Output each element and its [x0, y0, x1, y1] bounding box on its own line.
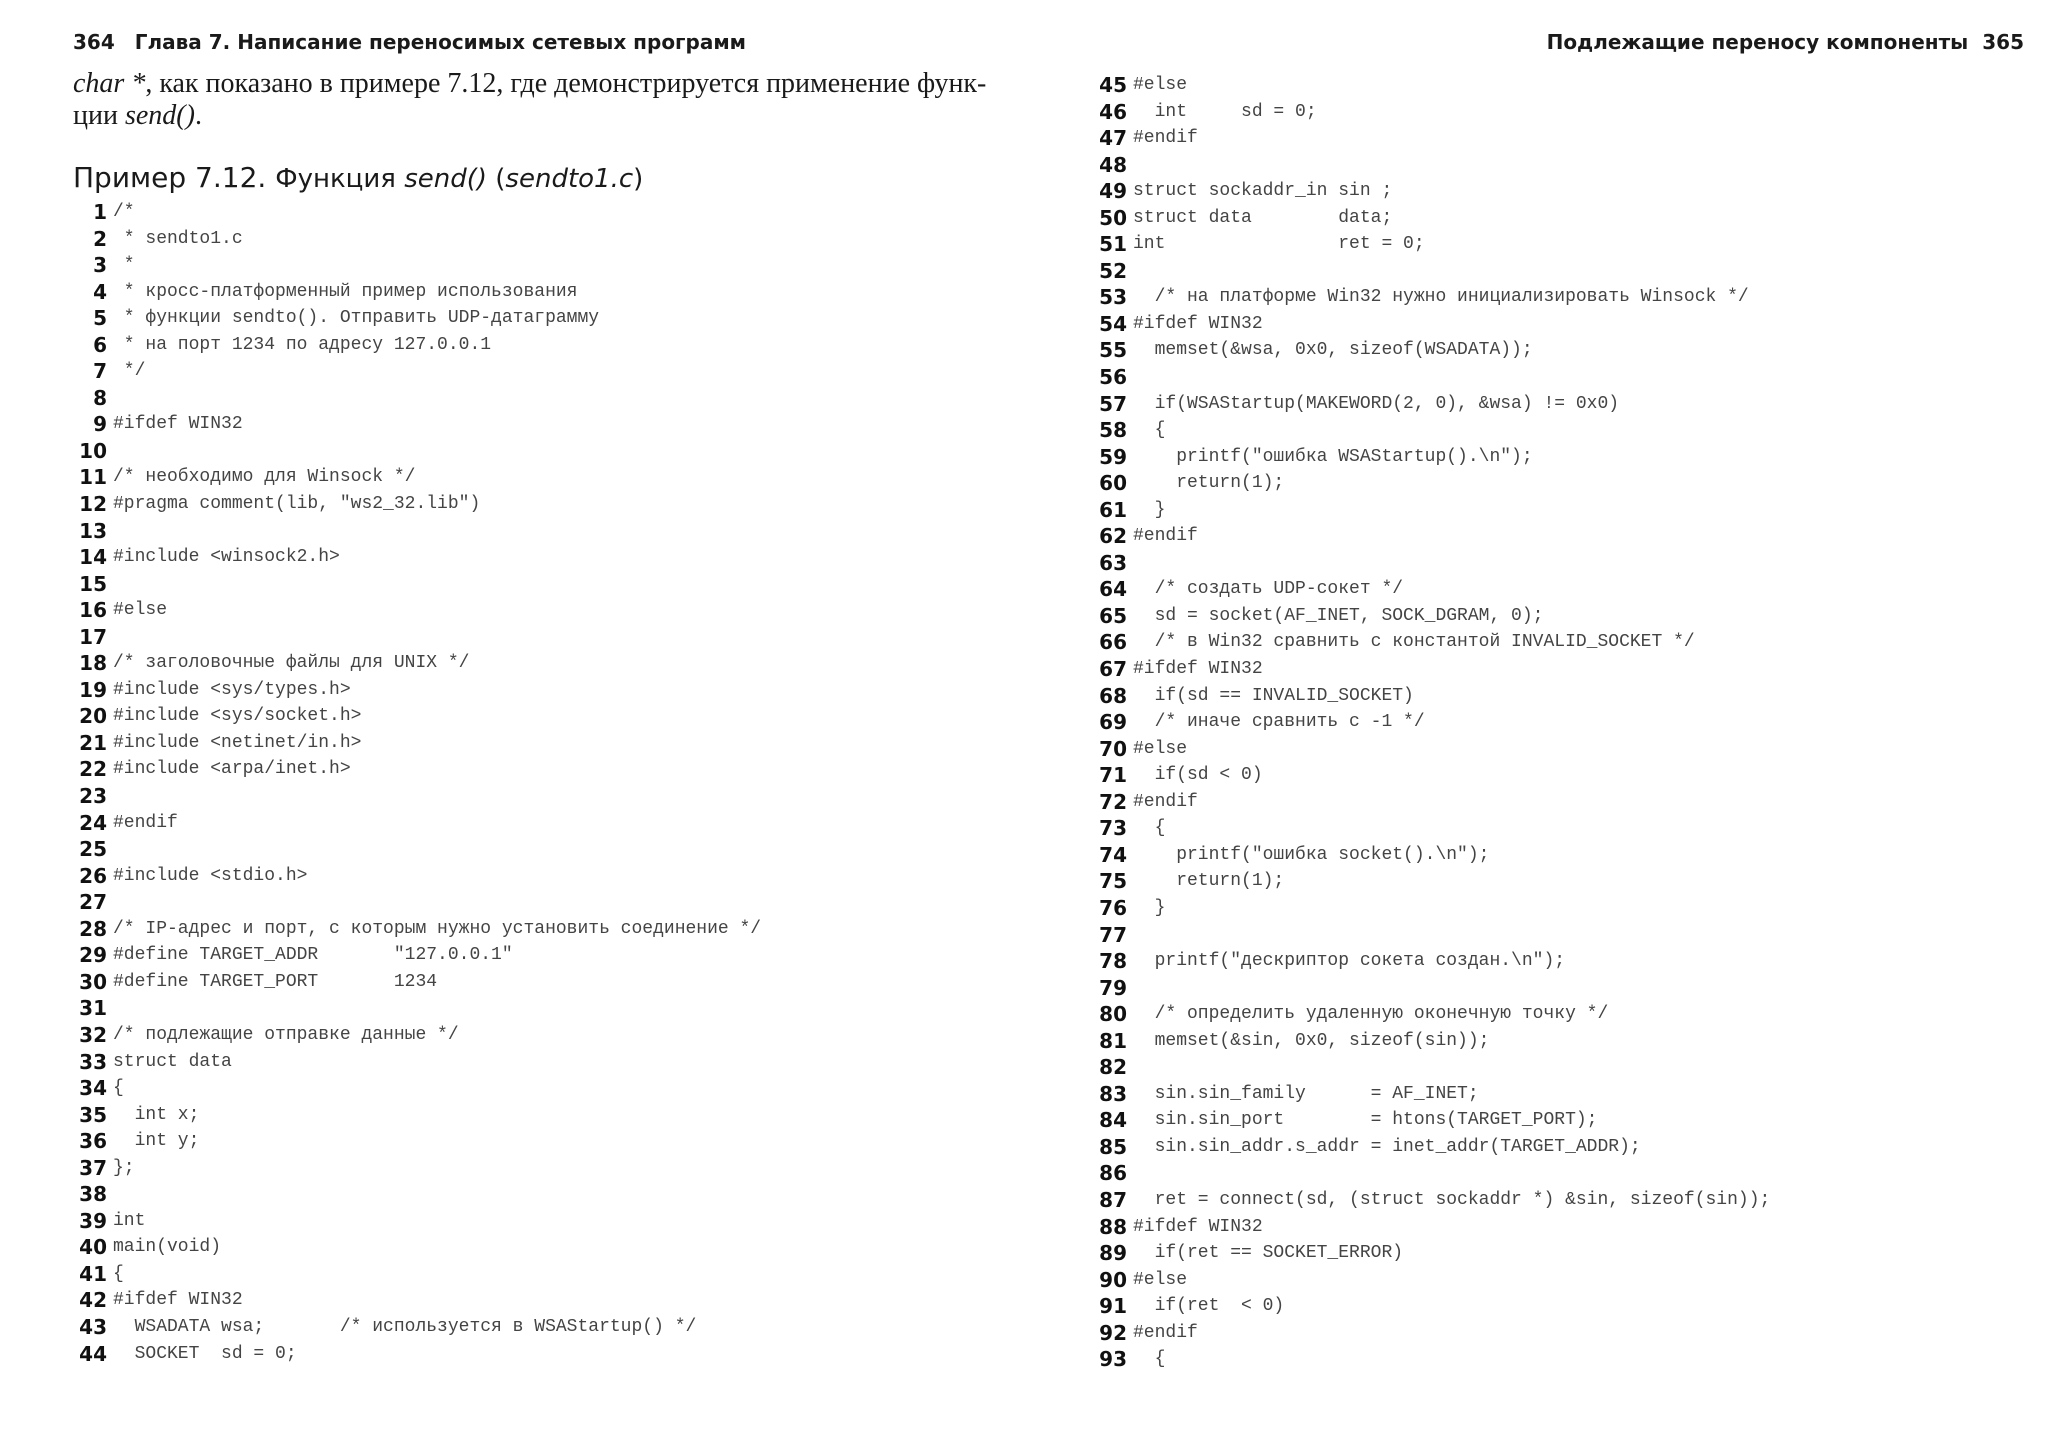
code-text: printf("ошибка socket().\n");: [1133, 844, 1490, 865]
code-line: [1093, 603, 1770, 630]
code-line: [1093, 99, 1770, 126]
line-number: 15: [79, 571, 107, 596]
code-line: [73, 1287, 761, 1314]
code-text: #else: [1133, 738, 1188, 759]
line-number: 43: [79, 1314, 107, 1339]
code-text: int sd = 0;: [1133, 101, 1317, 122]
line-number: 82: [1099, 1055, 1127, 1080]
code-line: [1093, 1134, 1770, 1161]
code-line: [73, 703, 761, 730]
code-line: [1093, 1187, 1770, 1214]
code-line: [1093, 258, 1770, 285]
code-text: struct data data;: [1133, 207, 1393, 228]
line-number: 19: [79, 677, 107, 702]
line-number: 49: [1099, 179, 1127, 204]
line-number: 9: [93, 412, 107, 437]
code-line: [73, 1234, 761, 1261]
line-number: 12: [79, 492, 107, 517]
line-number: 61: [1099, 497, 1127, 522]
code-text: #define TARGET_ADDR "127.0.0.1": [113, 945, 513, 966]
line-number: 64: [1099, 577, 1127, 602]
code-text: /* иначе сравнить с -1 */: [1133, 712, 1425, 733]
code-line: [73, 226, 761, 253]
line-number: 39: [79, 1208, 107, 1233]
code-line: [73, 836, 761, 863]
line-number: 22: [79, 757, 107, 782]
line-number: 92: [1099, 1320, 1127, 1345]
code-line: [73, 889, 761, 916]
code-line: [73, 650, 761, 677]
intro-code-type: char *: [73, 68, 146, 99]
code-text: int x;: [113, 1104, 200, 1125]
code-text: if(ret < 0): [1133, 1296, 1285, 1317]
code-line: [73, 518, 761, 545]
code-text: #endif: [1133, 1322, 1198, 1343]
code-text: *: [113, 255, 135, 276]
code-line: [73, 385, 761, 412]
code-line: [1093, 656, 1770, 683]
line-number: 17: [79, 624, 107, 649]
code-text: return(1);: [1133, 473, 1285, 494]
line-number: 33: [79, 1049, 107, 1074]
code-text: /* создать UDP-сокет */: [1133, 579, 1404, 600]
line-number: 83: [1099, 1081, 1127, 1106]
code-text: #include <arpa/inet.h>: [113, 759, 351, 780]
line-number: 69: [1099, 710, 1127, 735]
line-number: 46: [1099, 99, 1127, 124]
code-text: struct sockaddr_in sin ;: [1133, 181, 1393, 202]
intro-text-2: ции: [73, 100, 125, 131]
code-line: [73, 677, 761, 704]
code-line: [1093, 815, 1770, 842]
code-line: [1093, 576, 1770, 603]
line-number: 8: [93, 385, 107, 410]
code-text: }: [1133, 897, 1166, 918]
code-line: [1093, 1346, 1770, 1373]
code-text: sin.sin_addr.s_addr = inet_addr(TARGET_ADDR);: [1133, 1136, 1641, 1157]
line-number: 85: [1099, 1134, 1127, 1159]
line-number: 80: [1099, 1002, 1127, 1027]
line-number: 76: [1099, 895, 1127, 920]
code-line: [73, 491, 761, 518]
code-line: [73, 411, 761, 438]
code-text: sin.sin_family = AF_INET;: [1133, 1083, 1479, 1104]
line-number: 45: [1099, 73, 1127, 97]
line-number: 13: [79, 518, 107, 543]
code-text: if(sd < 0): [1133, 765, 1263, 786]
line-number: 67: [1099, 657, 1127, 682]
line-number: 30: [79, 969, 107, 994]
code-line: [73, 1022, 761, 1049]
code-line: [73, 942, 761, 969]
line-number: 10: [79, 438, 107, 463]
line-number: 91: [1099, 1294, 1127, 1319]
intro-function-name: send(): [124, 100, 195, 131]
code-text: #include <winsock2.h>: [113, 547, 340, 568]
example-file-open: (: [487, 164, 506, 194]
line-number: 74: [1099, 842, 1127, 867]
line-number: 71: [1099, 763, 1127, 788]
line-number: 36: [79, 1129, 107, 1154]
line-number: 51: [1099, 232, 1127, 257]
code-text: {: [113, 1263, 124, 1284]
example-file-close: ): [633, 164, 644, 194]
line-number: 56: [1099, 365, 1127, 390]
code-text: /* определить удаленную оконечную точку */: [1133, 1004, 1609, 1025]
code-line: [73, 1155, 761, 1182]
code-line: [1093, 868, 1770, 895]
line-number: 89: [1099, 1241, 1127, 1266]
code-text: {: [113, 1078, 124, 1099]
code-text: #pragma comment(lib, "ws2_32.lib"): [113, 494, 481, 515]
code-text: /* подлежащие отправке данные */: [113, 1024, 459, 1045]
code-line: [1093, 444, 1770, 471]
line-number: 60: [1099, 471, 1127, 496]
code-line: [1093, 178, 1770, 205]
line-number: 27: [79, 890, 107, 915]
code-line: [73, 1314, 761, 1341]
code-line: [73, 1075, 761, 1102]
code-line: [1093, 1081, 1770, 1108]
line-number: 2: [93, 226, 107, 251]
line-number: 3: [93, 253, 107, 278]
line-number: 1: [93, 200, 107, 224]
code-line: [1093, 470, 1770, 497]
intro-text-3: .: [194, 100, 202, 131]
code-line: [73, 1102, 761, 1129]
code-text: struct data: [113, 1051, 232, 1072]
right-running-head: [1547, 30, 2024, 54]
code-line: [73, 544, 761, 571]
code-text: sd = socket(AF_INET, SOCK_DGRAM, 0);: [1133, 605, 1544, 626]
code-line: [73, 756, 761, 783]
code-text: if(sd == INVALID_SOCKET): [1133, 685, 1414, 706]
code-text: if(WSAStartup(MAKEWORD(2, 0), &wsa) != 0x0): [1133, 393, 1620, 414]
code-line: [1093, 1001, 1770, 1028]
code-text: ret = connect(sd, (struct sockaddr *) &sin, sizeof(sin));: [1133, 1189, 1771, 1210]
line-number: 42: [79, 1288, 107, 1313]
example-title-function: send(): [404, 164, 487, 194]
code-text: /* на платформе Win32 нужно инициализировать Winsock */: [1133, 287, 1749, 308]
code-listing-right: [1093, 72, 1770, 1373]
line-number: 40: [79, 1235, 107, 1260]
code-line: [1093, 922, 1770, 949]
code-line: [73, 1341, 761, 1368]
code-text: #else: [1133, 75, 1188, 95]
code-line: [1093, 231, 1770, 258]
line-number: 73: [1099, 816, 1127, 841]
code-line: [73, 1261, 761, 1288]
code-text: int y;: [113, 1131, 200, 1152]
line-number: 48: [1099, 152, 1127, 177]
code-text: * на порт 1234 по адресу 127.0.0.1: [113, 334, 492, 355]
code-text: {: [1133, 818, 1166, 839]
code-text: {: [1133, 1349, 1166, 1370]
code-text: /* заголовочные файлы для UNIX */: [113, 653, 470, 674]
code-text: #ifdef WIN32: [113, 1290, 243, 1311]
intro-text-1: , как показано в примере 7.12, где демонстрируется применение функ-: [145, 68, 987, 99]
code-text: memset(&sin, 0x0, sizeof(sin));: [1133, 1030, 1490, 1051]
line-number: 65: [1099, 603, 1127, 628]
line-number: 78: [1099, 949, 1127, 974]
code-text: */: [113, 361, 146, 382]
example-number: Пример 7.12.: [73, 161, 267, 194]
code-line: [73, 464, 761, 491]
left-chapter-title: Глава 7. Написание переносимых сетевых программ: [134, 30, 747, 54]
code-line: [1093, 842, 1770, 869]
code-text: #define TARGET_PORT 1234: [113, 971, 438, 992]
left-page-number: 364: [73, 30, 115, 54]
code-text: printf("ошибка WSAStartup().\n");: [1133, 446, 1533, 467]
code-line: [1093, 205, 1770, 232]
code-text: main(void): [113, 1237, 222, 1258]
line-number: 35: [79, 1102, 107, 1127]
code-line: [73, 1128, 761, 1155]
code-line: [73, 332, 761, 359]
line-number: 5: [93, 306, 107, 331]
code-line: [1093, 948, 1770, 975]
code-line: [73, 810, 761, 837]
line-number: 37: [79, 1155, 107, 1180]
line-number: 34: [79, 1076, 107, 1101]
code-text: #endif: [113, 812, 178, 833]
code-line: [1093, 1107, 1770, 1134]
code-line: [1093, 497, 1770, 524]
code-line: [73, 199, 761, 226]
code-text: #include <sys/types.h>: [113, 679, 351, 700]
code-text: * кросс-платформенный пример использования: [113, 281, 578, 302]
line-number: 90: [1099, 1267, 1127, 1292]
line-number: 93: [1099, 1347, 1127, 1372]
right-section-title: Подлежащие переносу компоненты: [1546, 30, 1969, 54]
code-line: [1093, 364, 1770, 391]
line-number: 70: [1099, 736, 1127, 761]
line-number: 66: [1099, 630, 1127, 655]
code-line: [73, 252, 761, 279]
line-number: 79: [1099, 975, 1127, 1000]
code-text: #include <stdio.h>: [113, 865, 308, 886]
code-text: /* в Win32 сравнить с константой INVALID_SOCKET */: [1133, 632, 1695, 653]
example-file-name: sendto1.c: [505, 164, 634, 194]
code-line: [1093, 1320, 1770, 1347]
code-text: * функции sendto(). Отправить UDP-датаграмму: [113, 308, 600, 329]
right-page: [1024, 0, 2048, 1447]
code-text: #ifdef WIN32: [1133, 313, 1263, 334]
left-running-head: [73, 30, 746, 54]
line-number: 25: [79, 837, 107, 862]
code-line: [1093, 762, 1770, 789]
code-text: SOCKET sd = 0;: [113, 1343, 297, 1364]
line-number: 54: [1099, 311, 1127, 336]
code-line: [73, 1181, 761, 1208]
code-text: * sendto1.c: [113, 228, 243, 249]
code-text: }: [1133, 499, 1166, 520]
code-text: #endif: [1133, 128, 1198, 149]
code-line: [73, 305, 761, 332]
line-number: 53: [1099, 285, 1127, 310]
code-text: #endif: [1133, 526, 1198, 547]
line-number: 38: [79, 1182, 107, 1207]
code-line: [1093, 311, 1770, 338]
line-number: 41: [79, 1261, 107, 1286]
line-number: 24: [79, 810, 107, 835]
code-line: [1093, 1267, 1770, 1294]
code-text: #ifdef WIN32: [113, 414, 243, 435]
code-line: [1093, 417, 1770, 444]
code-line: [1093, 1028, 1770, 1055]
code-line: [73, 1049, 761, 1076]
line-number: 87: [1099, 1187, 1127, 1212]
line-number: 21: [79, 730, 107, 755]
code-line: [1093, 629, 1770, 656]
code-line: [1093, 152, 1770, 179]
line-number: 47: [1099, 126, 1127, 151]
line-number: 68: [1099, 683, 1127, 708]
line-number: 86: [1099, 1161, 1127, 1186]
code-text: sin.sin_port = htons(TARGET_PORT);: [1133, 1110, 1598, 1131]
code-text: #include <sys/socket.h>: [113, 706, 362, 727]
code-text: if(ret == SOCKET_ERROR): [1133, 1243, 1404, 1264]
code-text: /* IP-адрес и порт, с которым нужно установить соединение */: [113, 918, 762, 939]
code-text: #else: [113, 600, 168, 621]
code-text: int: [113, 1210, 146, 1231]
line-number: 88: [1099, 1214, 1127, 1239]
code-line: [1093, 709, 1770, 736]
line-number: 63: [1099, 550, 1127, 575]
code-line: [73, 783, 761, 810]
line-number: 29: [79, 943, 107, 968]
line-number: 50: [1099, 205, 1127, 230]
line-number: 11: [79, 465, 107, 490]
code-line: [1093, 683, 1770, 710]
line-number: 32: [79, 1022, 107, 1047]
code-line: [1093, 1240, 1770, 1267]
example-title-plain: Функция: [275, 164, 405, 194]
line-number: 18: [79, 651, 107, 676]
code-text: return(1);: [1133, 871, 1285, 892]
code-text: memset(&wsa, 0x0, sizeof(WSADATA));: [1133, 340, 1533, 361]
code-text: {: [1133, 420, 1166, 441]
line-number: 84: [1099, 1108, 1127, 1133]
line-number: 72: [1099, 789, 1127, 814]
code-line: [1093, 1214, 1770, 1241]
code-line: [73, 863, 761, 890]
code-line: [73, 1208, 761, 1235]
line-number: 62: [1099, 524, 1127, 549]
code-line: [73, 438, 761, 465]
intro-paragraph: [73, 68, 993, 132]
right-page-number: 365: [1982, 30, 2024, 54]
code-text: /* необходимо для Winsock */: [113, 467, 416, 488]
line-number: 14: [79, 545, 107, 570]
code-line: [1093, 284, 1770, 311]
line-number: 75: [1099, 869, 1127, 894]
line-number: 57: [1099, 391, 1127, 416]
code-line: [1093, 975, 1770, 1002]
code-line: [1093, 125, 1770, 152]
line-number: 52: [1099, 258, 1127, 283]
code-line: [1093, 337, 1770, 364]
line-number: 28: [79, 916, 107, 941]
code-line: [1093, 391, 1770, 418]
code-line: [1093, 550, 1770, 577]
code-text: #ifdef WIN32: [1133, 659, 1263, 680]
code-text: #ifdef WIN32: [1133, 1216, 1263, 1237]
code-text: #endif: [1133, 791, 1198, 812]
line-number: 7: [93, 359, 107, 384]
code-line: [1093, 895, 1770, 922]
code-text: };: [113, 1157, 135, 1178]
code-line: [1093, 1160, 1770, 1187]
line-number: 16: [79, 598, 107, 623]
code-text: /*: [113, 202, 135, 222]
code-line: [1093, 1054, 1770, 1081]
code-text: WSADATA wsa; /* используется в WSAStartup() */: [113, 1316, 697, 1337]
code-text: #include <netinet/in.h>: [113, 732, 362, 753]
code-line: [73, 358, 761, 385]
line-number: 58: [1099, 418, 1127, 443]
code-line: [73, 916, 761, 943]
code-text: #else: [1133, 1269, 1188, 1290]
code-line: [73, 969, 761, 996]
line-number: 77: [1099, 922, 1127, 947]
line-number: 81: [1099, 1028, 1127, 1053]
code-line: [73, 571, 761, 598]
code-line: [73, 995, 761, 1022]
code-line: [73, 597, 761, 624]
code-text: int ret = 0;: [1133, 234, 1425, 255]
line-number: 26: [79, 863, 107, 888]
line-number: 23: [79, 784, 107, 809]
code-line: [73, 730, 761, 757]
code-text: printf("дескриптор сокета создан.\n");: [1133, 951, 1566, 972]
code-line: [1093, 789, 1770, 816]
code-line: [1093, 523, 1770, 550]
line-number: 31: [79, 996, 107, 1021]
line-number: 44: [79, 1341, 107, 1366]
line-number: 4: [93, 279, 107, 304]
line-number: 59: [1099, 444, 1127, 469]
code-line: [73, 279, 761, 306]
code-line: [1093, 736, 1770, 763]
code-line: [1093, 1293, 1770, 1320]
code-line: [1093, 72, 1770, 99]
line-number: 20: [79, 704, 107, 729]
code-listing-left: [73, 199, 761, 1367]
line-number: 55: [1099, 338, 1127, 363]
code-line: [73, 624, 761, 651]
example-caption: [73, 161, 643, 194]
line-number: 6: [93, 332, 107, 357]
